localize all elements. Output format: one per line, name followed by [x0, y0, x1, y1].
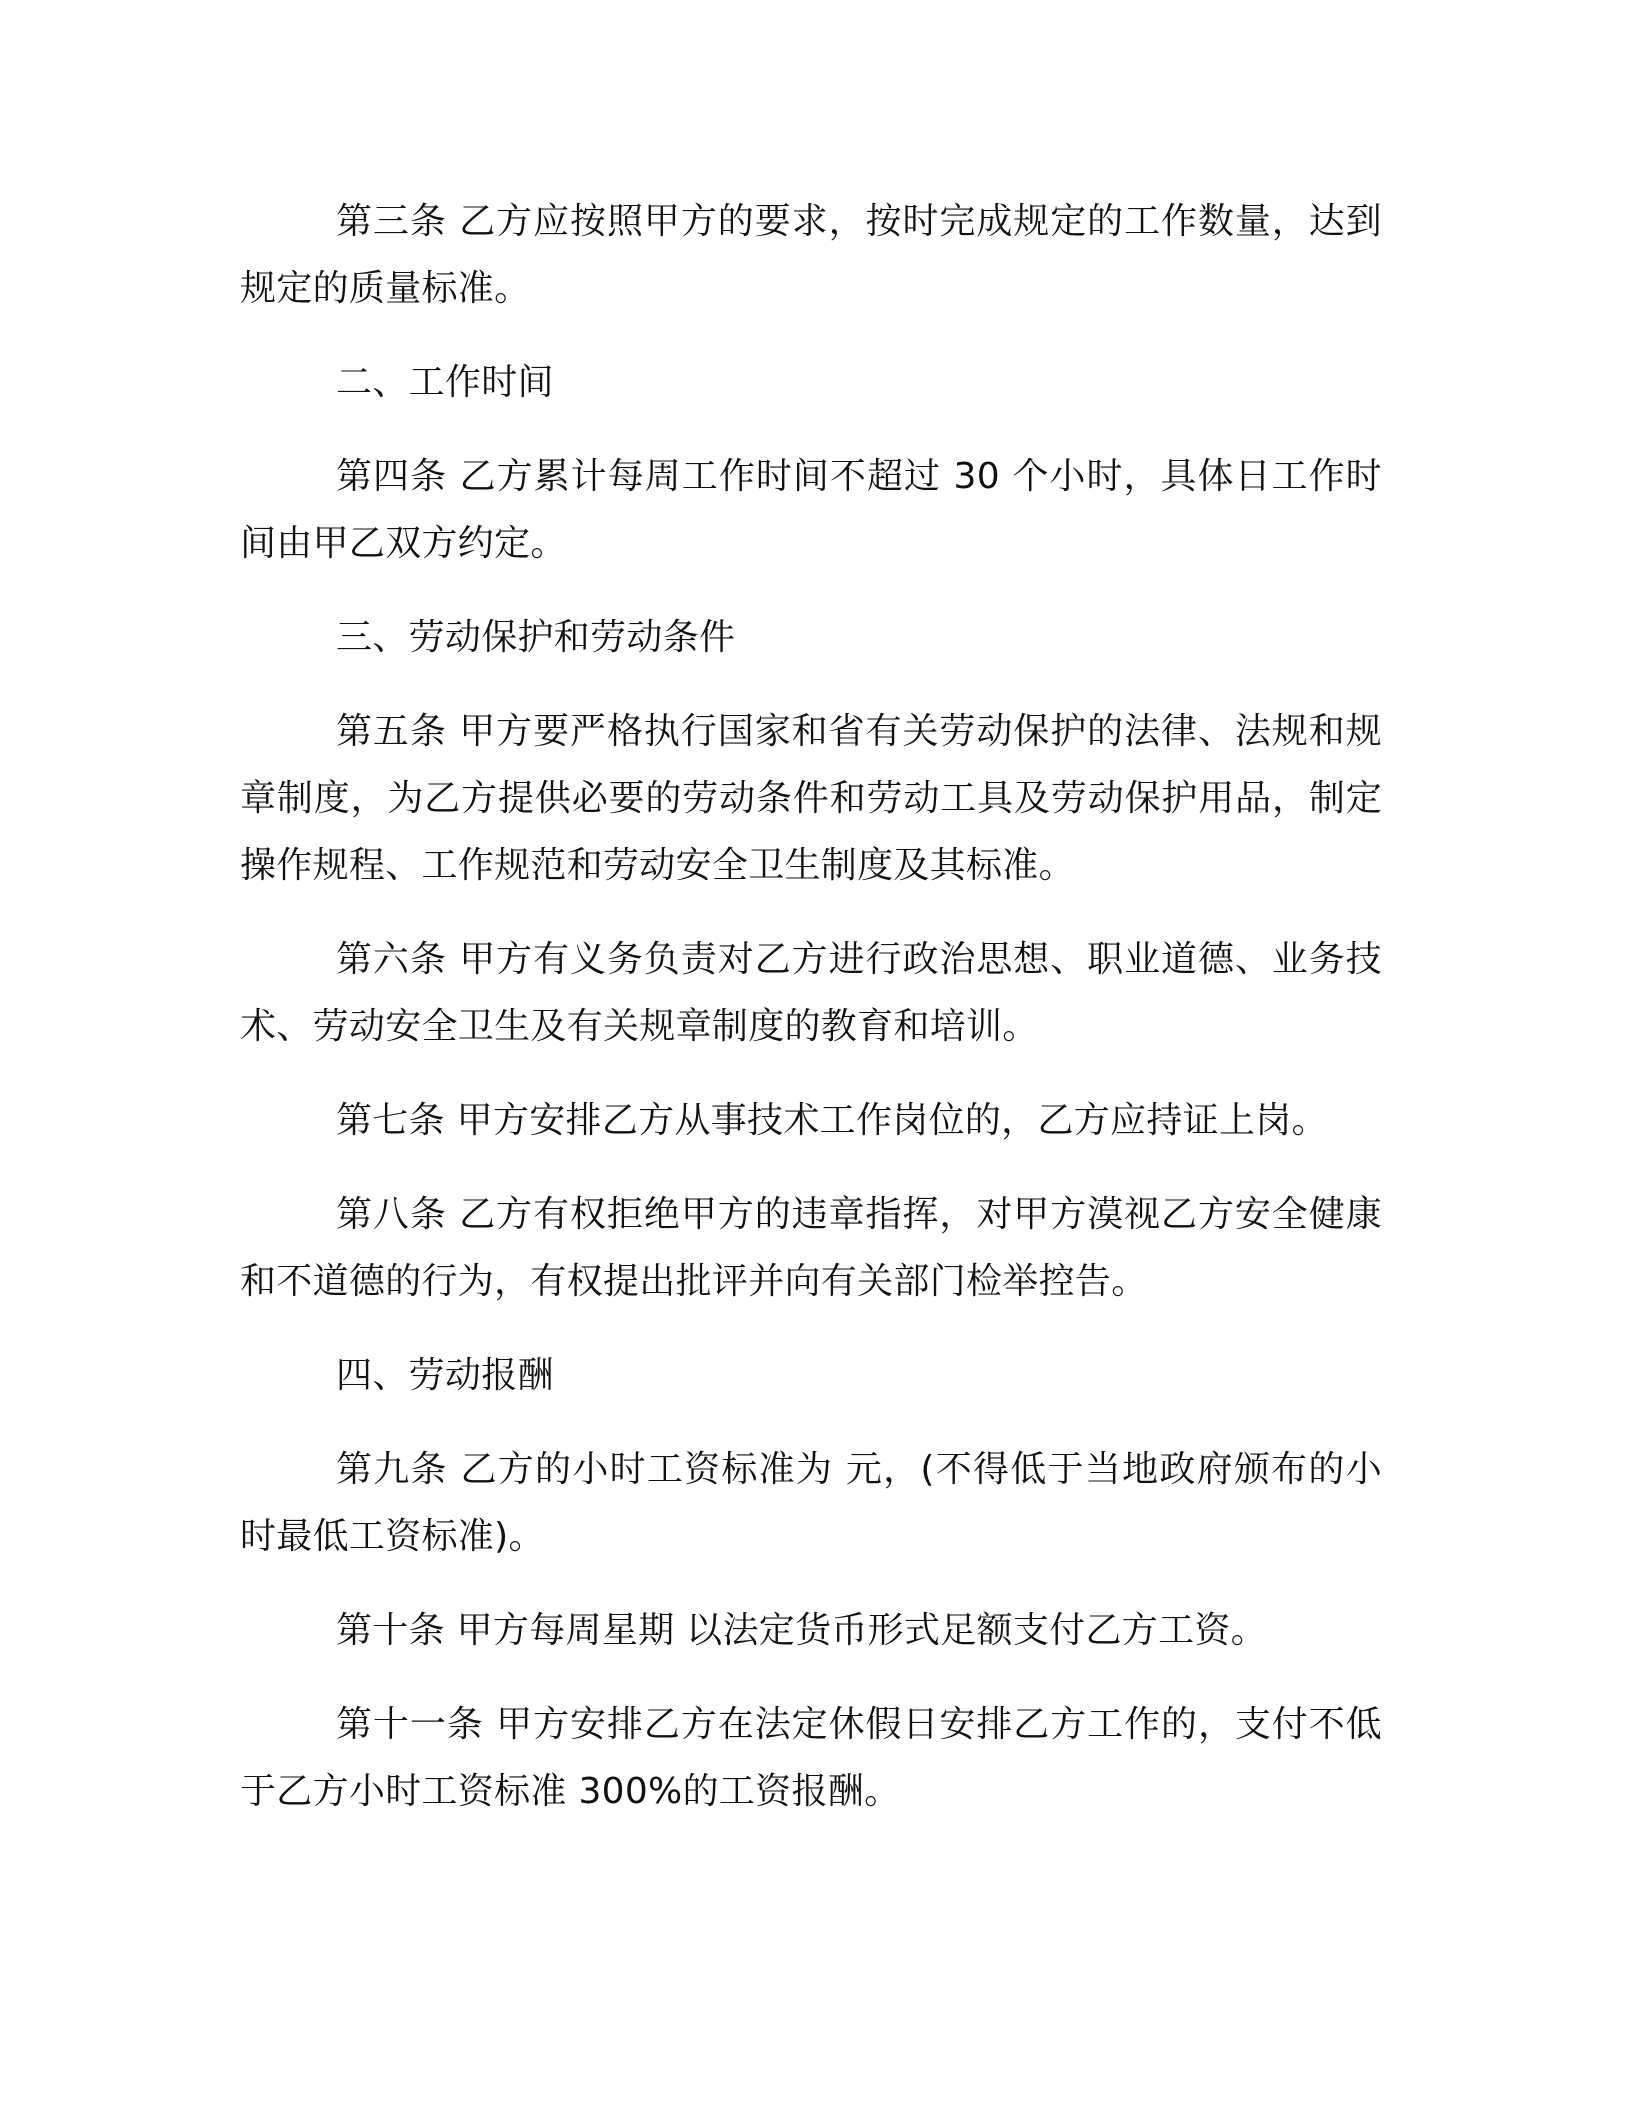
article-8: 第八条 乙方有权拒绝甲方的违章指挥，对甲方漠视乙方安全健康和不道德的行为，有权提出批评并向有关部门检举控告。	[240, 1194, 1382, 1302]
section-heading-labor-protection: 三、劳动保护和劳动条件	[336, 617, 736, 658]
article-4: 第四条 乙方累计每周工作时间不超过 30 个小时，具体日工作时间由甲乙双方约定。	[240, 456, 1382, 564]
section-heading-remuneration: 四、劳动报酬	[336, 1355, 554, 1396]
document-body	[240, 188, 1382, 1852]
article-10: 第十条 甲方每周星期 以法定货币形式足额支付乙方工资。	[336, 1610, 1267, 1651]
article-3: 第三条 乙方应按照甲方的要求，按时完成规定的工作数量，达到规定的质量标准。	[240, 201, 1382, 309]
article-9: 第九条 乙方的小时工资标准为 元，(不得低于当地政府颁布的小时最低工资标准)。	[240, 1449, 1382, 1557]
article-7: 第七条 甲方安排乙方从事技术工作岗位的，乙方应持证上岗。	[336, 1100, 1328, 1141]
article-11: 第十一条 甲方安排乙方在法定休假日安排乙方工作的，支付不低于乙方小时工资标准 300%的工资报酬。	[240, 1704, 1382, 1812]
article-5: 第五条 甲方要严格执行国家和省有关劳动保护的法律、法规和规章制度，为乙方提供必要的劳动条件和劳动工具及劳动保护用品，制定操作规程、工作规范和劳动安全卫生制度及其标准。	[240, 711, 1382, 886]
section-heading-work-time: 二、工作时间	[336, 362, 554, 403]
article-6: 第六条 甲方有义务负责对乙方进行政治思想、职业道德、业务技术、劳动安全卫生及有关规章制度的教育和培训。	[240, 939, 1382, 1047]
